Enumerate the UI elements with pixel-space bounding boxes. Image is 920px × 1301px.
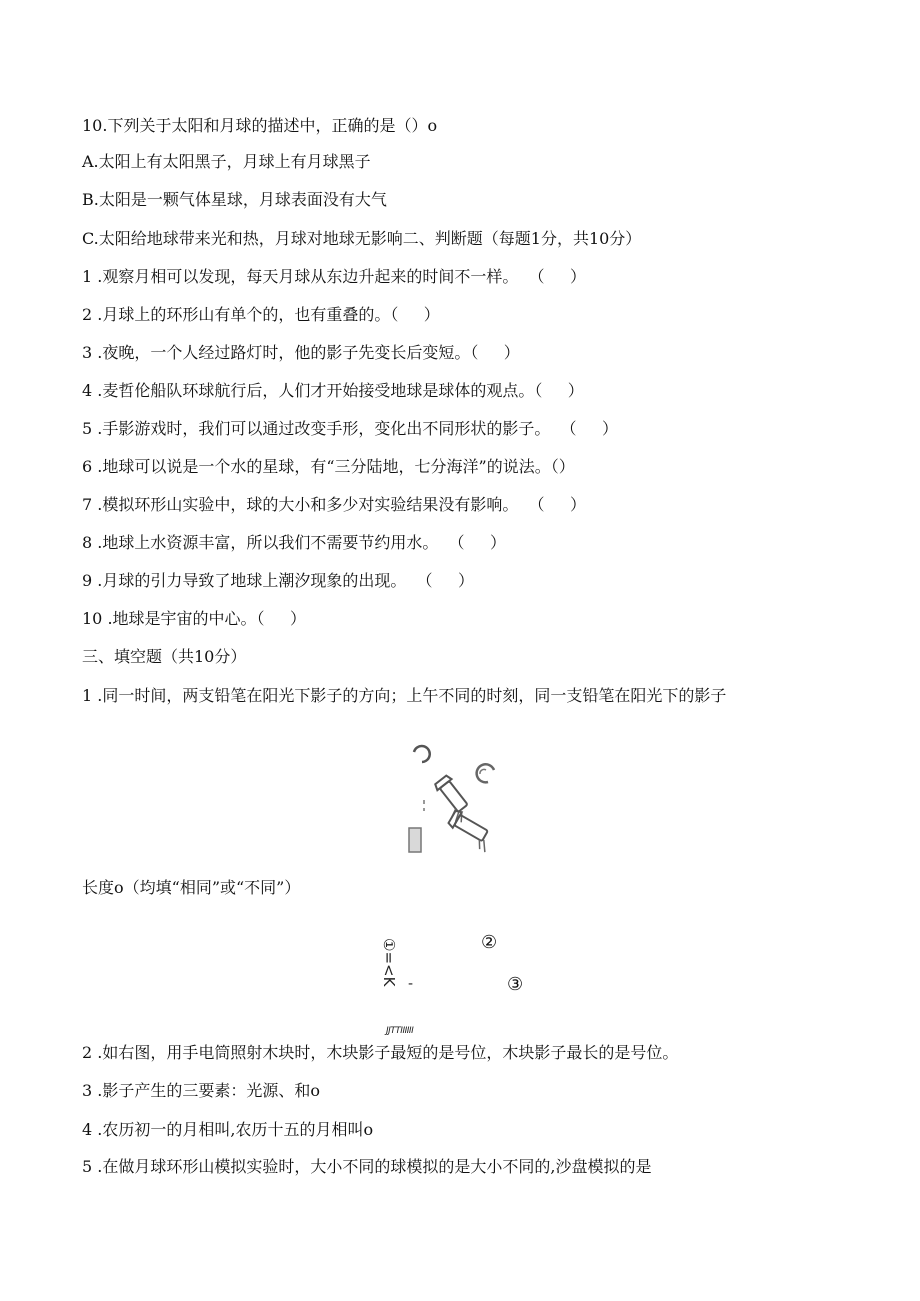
position-1-label: ①=<K bbox=[380, 938, 398, 987]
judge-item-8: 8 .地球上水资源丰富，所以我们不需要节约用水。 （ ） bbox=[82, 533, 506, 552]
wood-block-icon bbox=[409, 828, 421, 852]
fill-section-heading: 三、填空题（共10分） bbox=[82, 647, 247, 666]
question-10: 10.下列关于太阳和月球的描述中，正确的是（）o bbox=[82, 116, 438, 135]
judge-item-9: 9 .月球的引力导致了地球上潮汐现象的出现。 （ ） bbox=[82, 571, 474, 590]
option-a: A.太阳上有太阳黑子，月球上有月球黑子 bbox=[82, 152, 371, 171]
fill-question-1-continued: 长度o（均填“相同”或“不同”） bbox=[82, 878, 301, 897]
fill-question-3: 3 .影子产生的三要素：光源、和o bbox=[82, 1081, 320, 1100]
judge-item-4: 4 .麦哲伦船队环球航行后，人们才开始接受地球是球体的观点。（ ） bbox=[82, 381, 584, 400]
option-c-and-section-heading: C.太阳给地球带来光和热，月球对地球无影响二、判断题（每题1分，共10分） bbox=[82, 229, 642, 248]
fill-question-5: 5 .在做月球环形山模拟实验时，大小不同的球模拟的是大小不同的,沙盘模拟的是 bbox=[82, 1157, 652, 1176]
option-b: B.太阳是一颗气体星球，月球表面没有大气 bbox=[82, 190, 387, 209]
position-3-marker: ③ bbox=[507, 974, 524, 995]
position-1-dash: - bbox=[408, 976, 414, 992]
fill-question-4: 4 .农历初一的月相叫,农历十五的月相叫o bbox=[82, 1120, 374, 1139]
fill-question-2: 2 .如右图，用手电筒照射木块时，木块影子最短的是号位，木块影子最长的是号位。 bbox=[82, 1043, 679, 1062]
flashlight-icon bbox=[445, 809, 496, 852]
judge-item-6: 6 .地球可以说是一个水的星球，有“三分陆地，七分海洋”的说法。（） bbox=[82, 457, 575, 476]
judge-item-7: 7 .模拟环形山实验中，球的大小和多少对实验结果没有影响。 （ ） bbox=[82, 495, 586, 514]
judge-item-5: 5 .手影游戏时，我们可以通过改变手形，变化出不同形状的影子。 （ ） bbox=[82, 419, 618, 438]
crescent-moon-icon bbox=[414, 746, 430, 762]
judge-item-3: 3 .夜晚，一个人经过路灯时，他的影子先变长后变短。（ ） bbox=[82, 343, 520, 362]
fill-question-1: 1 .同一时间，两支铅笔在阳光下影子的方向；上午不同的时刻，同一支铅笔在阳光下的影子 bbox=[82, 686, 727, 705]
position-2-marker: ② bbox=[481, 932, 498, 953]
judge-item-2: 2 .月球上的环形山有单个的，也有重叠的。（ ） bbox=[82, 305, 440, 324]
judge-item-10: 10 .地球是宇宙的中心。（ ） bbox=[82, 609, 306, 628]
flashlight-moon-figure bbox=[400, 740, 510, 855]
judge-item-1: 1 .观察月相可以发现，每天月球从东边升起来的时间不一样。 （ ） bbox=[82, 267, 586, 286]
ground-hatching: JJTTIIIIII bbox=[386, 1026, 414, 1036]
